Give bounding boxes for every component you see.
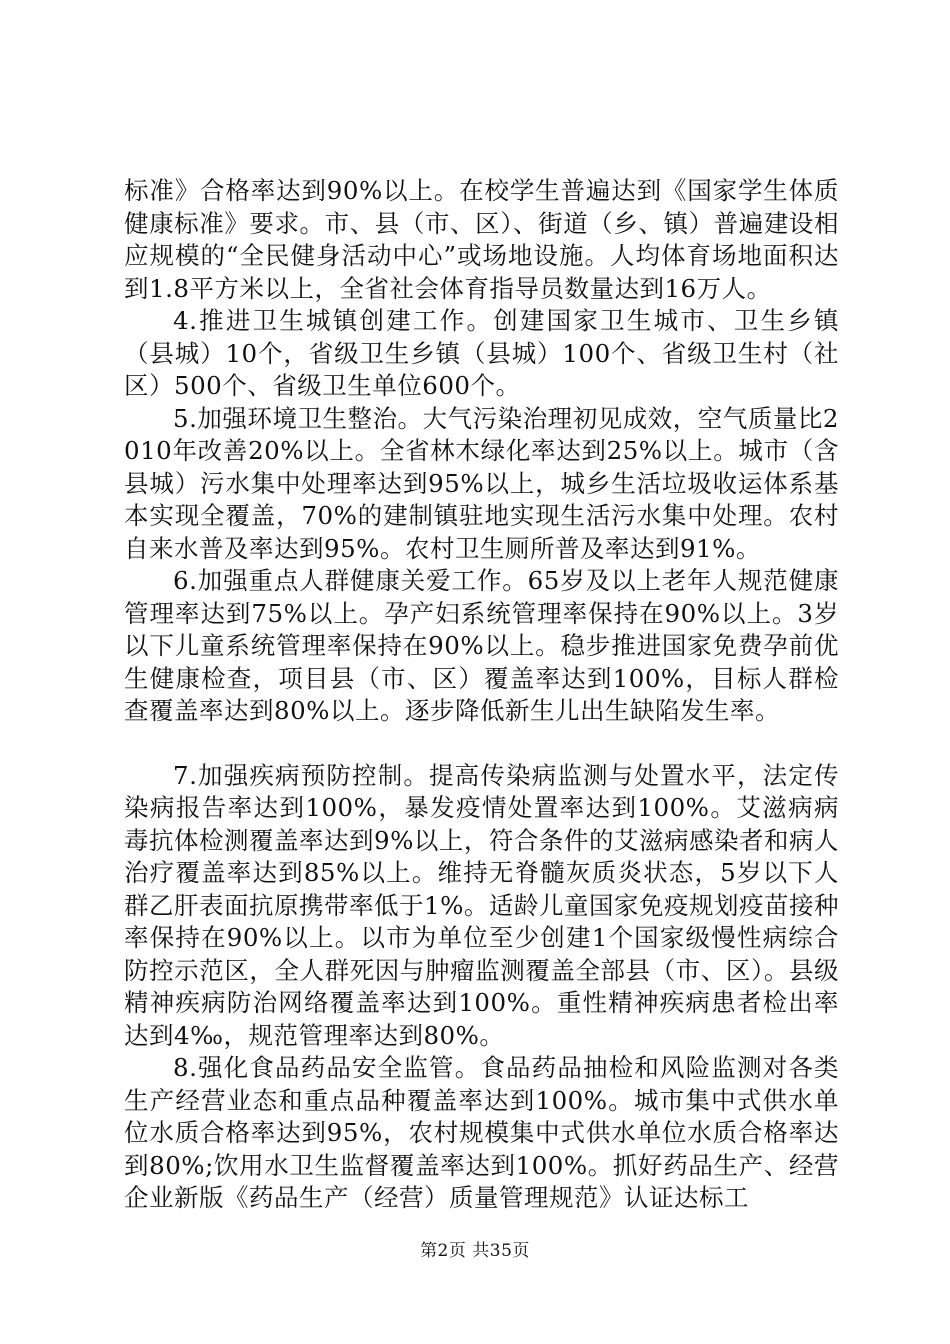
document-body (124, 175, 839, 1215)
paragraph-item-4: 4.推进卫生城镇创建工作。创建国家卫生城市、卫生乡镇（县城）10个，省级卫生乡镇（县城）100个、省级卫生村（社区）500个、省级卫生单位600个。 (124, 306, 839, 400)
page-footer: 第2页 共35页 (420, 1241, 530, 1261)
paragraph-item-7: 7.加强疾病预防控制。提高传染病监测与处置水平，法定传染病报告率达到100%，暴发疫情处置率达到100%。艾滋病病毒抗体检测覆盖率达到9%以上，符合条件的艾滋病感染者和病人治疗覆盖率达到85%以上。维持无脊髓灰质炎状态，5岁以下人群乙肝表面抗原携带率低于1%。适龄儿童国家免疫规划疫苗接种率保持在90%以上。以市为单位至少创建1个国家级慢性病综合防控示范区，全人群死因与肿瘤监测覆盖全部县（市、区）。县级精神疾病防治网络覆盖率达到100%。重性精神疾病患者检出率达到4‰，规范管理率达到80%。 (124, 760, 839, 1050)
paragraph-item-5: 5.加强环境卫生整治。大气污染治理初见成效，空气质量比2010年改善20%以上。全省林木绿化率达到25%以上。城市（含县城）污水集中处理率达到95%以上，城乡生活垃圾收运体系基本实现全覆盖，70%的建制镇驻地实现生活污水集中处理。农村自来水普及率达到95%。农村卫生厕所普及率达到91%。 (124, 403, 839, 563)
paragraph-item-6: 6.加强重点人群健康关爱工作。65岁及以上老年人规范健康管理率达到75%以上。孕产妇系统管理率保持在90%以上。3岁以下儿童系统管理率保持在90%以上。稳步推进国家免费孕前优生健康检查，项目县（市、区）覆盖率达到100%，目标人群检查覆盖率达到80%以上。逐步降低新生儿出生缺陷发生率。 (124, 566, 839, 725)
paragraph-continuation: 标准》合格率达到90%以上。在校学生普遍达到《国家学生体质健康标准》要求。市、县（市、区）、街道（乡、镇）普遍建设相应规模的“全民健身活动中心”或场地设施。人均体育场地面积达到1.8平方米以上，全省社会体育指导员数量达到16万人。 (124, 176, 839, 303)
paragraph-item-8: 8.强化食品药品安全监管。食品药品抽检和风险监测对各类生产经营业态和重点品种覆盖率达到100%。城市集中式供水单位水质合格率达到95%，农村规模集中式供水单位水质合格率达到80%;饮用水卫生监督覆盖率达到100%。抓好药品生产、经营企业新版《药品生产（经营）质量管理规范》认证达标工 (124, 1053, 839, 1212)
